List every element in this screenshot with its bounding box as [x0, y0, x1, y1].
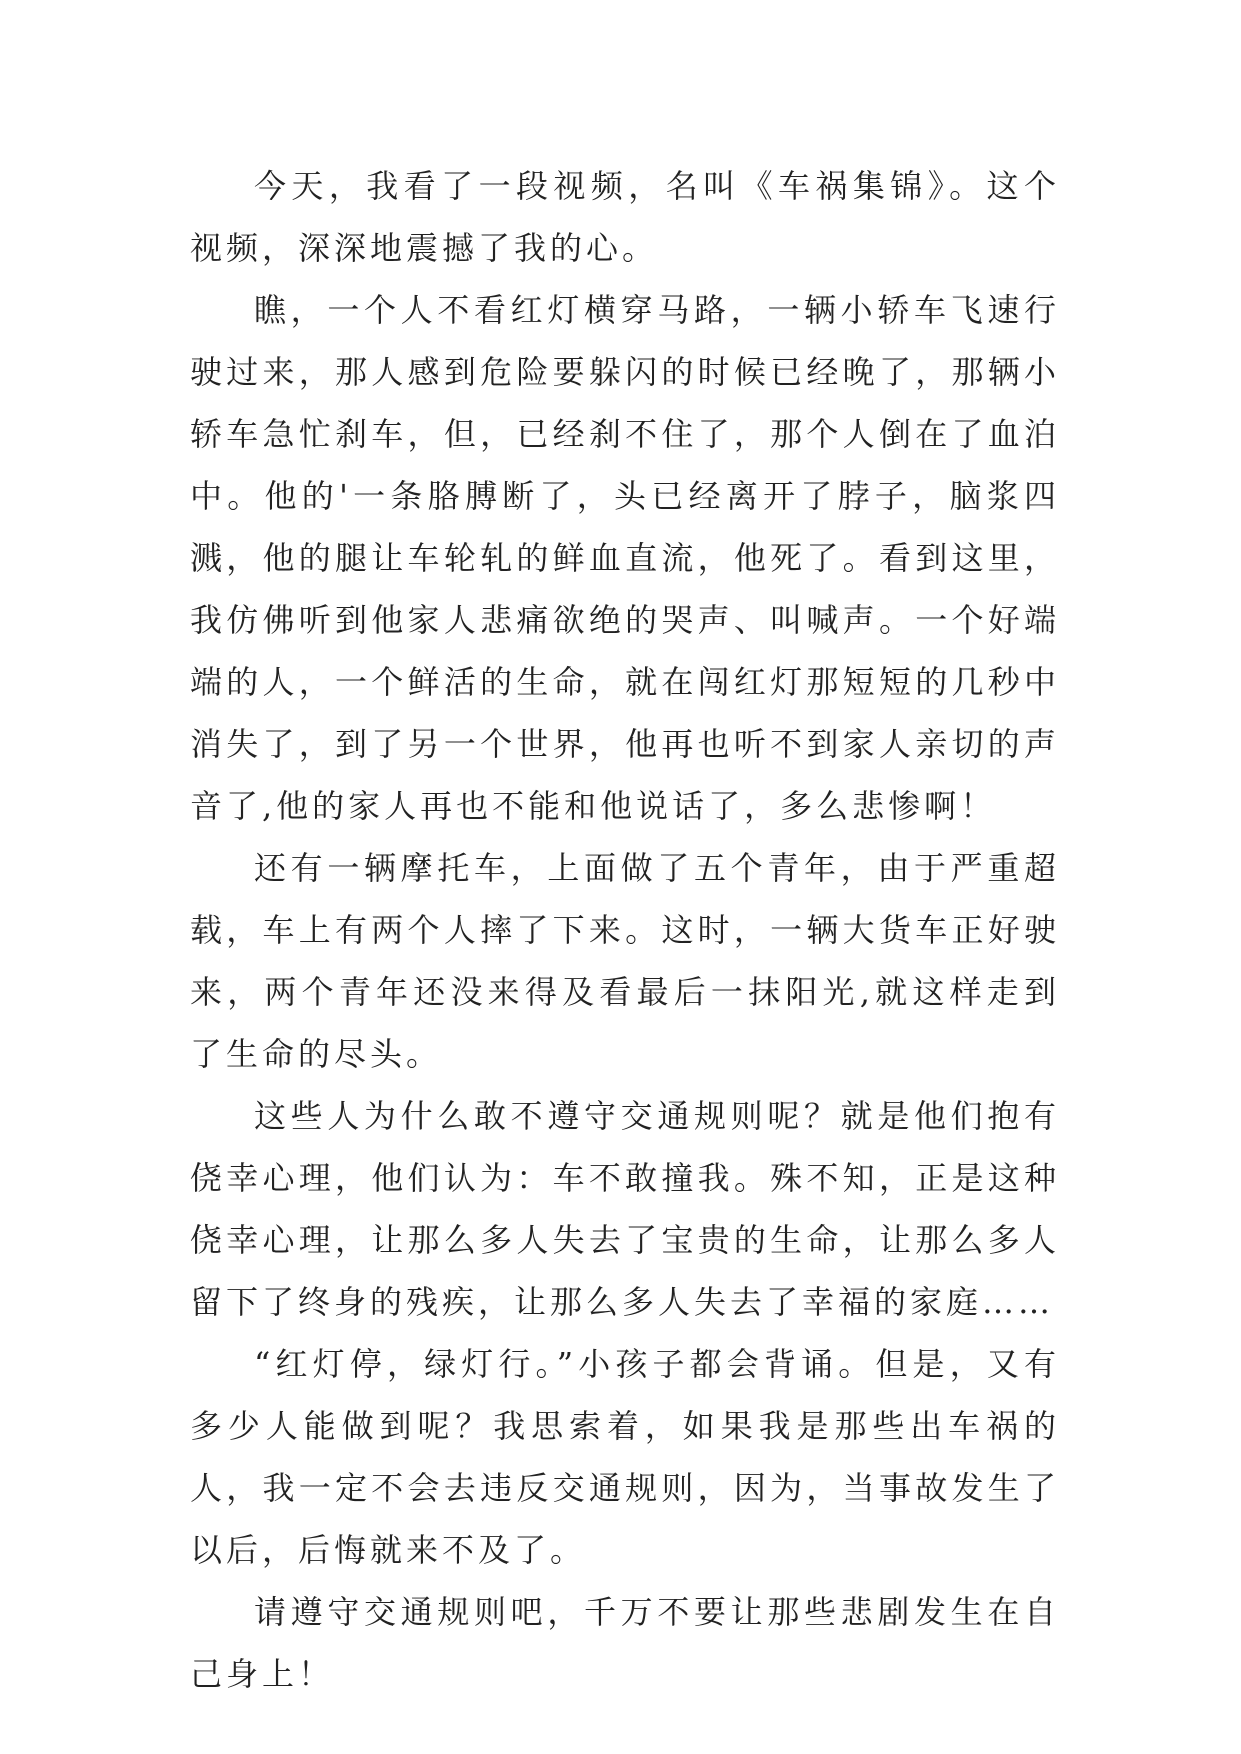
paragraph-3: 还有一辆摩托车，上面做了五个青年，由于严重超载，车上有两个人摔了下来。这时，一辆大货车正好驶来，两个青年还没来得及看最后一抹阳光,就这样走到了生命的尽头。: [190, 849, 1060, 1073]
paragraph-6: 请遵守交通规则吧，千万不要让那些悲剧发生在自己身上！: [190, 1593, 1060, 1693]
paragraph-1: 今天，我看了一段视频，名叫《车祸集锦》。这个视频，深深地震撼了我的心。: [190, 167, 1060, 267]
paragraph-2: 瞧，一个人不看红灯横穿马路，一辆小轿车飞速行驶过来，那人感到危险要躲闪的时候已经晚了，那辆小轿车急忙刹车，但，已经刹不住了，那个人倒在了血泊中。他的'一条胳膊断了，头已经离开了脖子，脑浆四溅，他的腿让车轮轧的鲜血直流，他死了。看到这里，我仿佛听到他家人悲痛欲绝的哭声、叫喊声。一个好端端的人，一个鲜活的生命，就在闯红灯那短短的几秒中消失了，到了另一个世界，他再也听不到家人亲切的声音了,他的家人再也不能和他说话了，多么悲惨啊！: [190, 291, 1060, 825]
article-body: [190, 155, 1060, 1705]
paragraph-5: “红灯停，绿灯行。”小孩子都会背诵。但是，又有多少人能做到呢？我思索着，如果我是那些出车祸的人，我一定不会去违反交通规则，因为，当事故发生了以后，后悔就来不及了。: [190, 1345, 1060, 1569]
paragraph-4: 这些人为什么敢不遵守交通规则呢？就是他们抱有侥幸心理，他们认为：车不敢撞我。殊不知，正是这种侥幸心理，让那么多人失去了宝贵的生命，让那么多人留下了终身的残疾，让那么多人失去了幸福的家庭……: [190, 1097, 1060, 1321]
